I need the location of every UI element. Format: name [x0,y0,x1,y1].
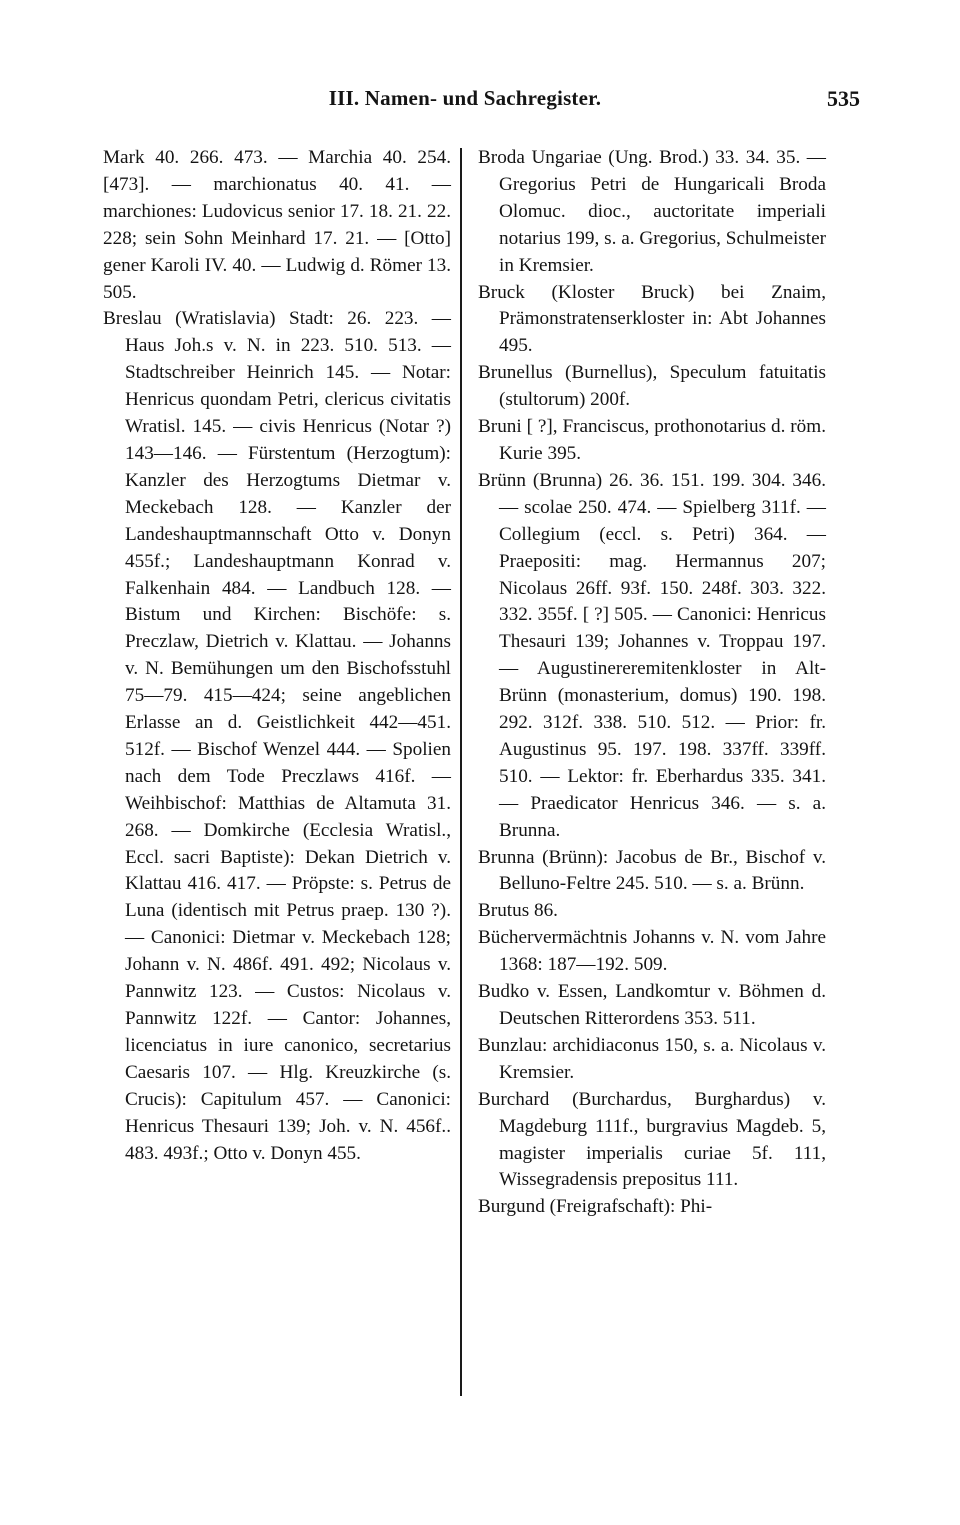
page-header [70,86,860,120]
index-entry-buechervermaechtnis: Büchervermächtnis Johanns v. N. vom Jahre 1368: 187—192. 509. [478,927,826,976]
column-divider [460,148,462,1396]
index-entry-brutus: Brutus 86. [478,900,558,922]
index-entry-burchard: Burchard (Burchardus, Burghardus) v. Magdeburg 111f., burgravius Magdeb. 5, magister imperialis curiae 5f. 111, Wissegradensis prepositus 111. [478,1088,826,1191]
index-entry-bruck: Bruck (Kloster Bruck) bei Znaim, Prämonstratenserkloster in: Abt Johannes 495. [478,281,826,357]
left-column [103,145,451,1167]
index-entry-breslau: Breslau (Wratislavia) Stadt: 26. 223. — Haus Joh.s v. N. in 223. 510. 513. — Stadtschreiber Heinrich 145. — Notar: Henricus quondam Petri, clericus civitatis Wratisl. 145. — civis Henricus (Notar ?) 143—146. — Fürstentum (Herzogtum): Kanzler des Herzogtums Dietmar v. Meckebach 128. — Kanzler der Landeshauptmannschaft Otto v. Donyn 455f.; Landeshauptmann Konrad v. Falkenhain 484. — Landbuch 128. — Bistum und Kirchen: Bischöfe: s. Preczlaw, Dietrich v. Klattau. — Johanns v. N. Bemühungen um den Bischofsstuhl 75—79. 415—424; seine angeblichen Erlasse an d. Geistlichkeit 442—451. 512f. — Bischof Wenzel 444. — Spolien nach dem Tode Preczlaws 416f. — Weihbischof: Matthias de Altamuta 31. 268. — Domkirche (Ecclesia Wratisl., Eccl. sacri Baptiste): Dekan Dietrich v. Klattau 416. 417. — Pröpste: s. Petrus de Luna (identisch mit Petrus praep. 130 ?). — Canonici: Dietmar v. Meckebach 128; Johann v. N. 486f. 491. 492; Nicolaus v. Pannwitz 123. — Custos: Nicolaus v. Pannwitz 122f. — Cantor: Johannes, licenciatus in iure canonico, secretarius Caesaris 107. — Hlg. Kreuzkirche (s. Crucis): Capitulum 457. — Canonici: Henricus Thesauri 139; Joh. v. N. 456f.. 483. 493f.; Otto v. Donyn 455. [103,308,451,1164]
index-entry-burgund: Burgund (Freigrafschaft): Phi- [478,1196,713,1218]
index-entry-bruenn: Brünn (Brunna) 26. 36. 151. 199. 304. 346. — scolae 250. 474. — Spielberg 311f. — Collegium (eccl. s. Petri) 364. — Praepositi: mag. Hermannus 207; Nicolaus 26ff. 93f. 150. 248f. 303. 322. 332. 355f. [ ?] 505. — Canonici: Henricus Thesauri 139; Johannes v. Troppau 197. — Augustinereremitenkloster in Alt-Brünn (monasterium, domus) 190. 198. 292. 312f. 338. 510. 512. — Prior: fr. Augustinus 95. 197. 198. 337ff. 339ff. 510. — Lektor: fr. Eberhardus 335. 341. — Praedicator Henricus 346. — s. a. Brunna. [478,469,826,841]
index-entry-mark: Mark 40. 266. 473. — Marchia 40. 254. [473]. — marchionatus 40. 41. — marchiones: Ludovicus senior 17. 18. 21. 22. 228; sein Sohn Meinhard 17. 21. — [Otto] gener Karoli IV. 40. — Ludwig d. Römer 13. 505. [103,147,451,303]
index-entry-broda: Broda Ungariae (Ung. Brod.) 33. 34. 35. — Gregorius Petri de Hungaricali Broda Olomuc. dioc., auctoritate imperiali notarius 199, s. a. Gregorius, Schulmeister in Kremsier. [478,147,826,276]
index-entry-brunellus: Brunellus (Burnellus), Speculum fatuitatis (stultorum) 200f. [478,362,826,411]
right-column [478,145,826,1221]
index-entry-bruni: Bruni [ ?], Franciscus, prothonotarius d. röm. Kurie 395. [478,416,826,464]
index-entry-bunzlau: Bunzlau: archidiaconus 150, s. a. Nicolaus v. Kremsier. [478,1034,826,1083]
index-entry-brunna: Brunna (Brünn): Jacobus de Br., Bischof v. Belluno-Feltre 245. 510. — s. a. Brünn. [478,846,826,895]
running-title: III. Namen- und Sachregister. [328,86,602,110]
page-number: 535 [827,86,860,111]
index-entry-budko: Budko v. Essen, Landkomtur v. Böhmen d. Deutschen Ritterordens 353. 511. [478,981,826,1029]
